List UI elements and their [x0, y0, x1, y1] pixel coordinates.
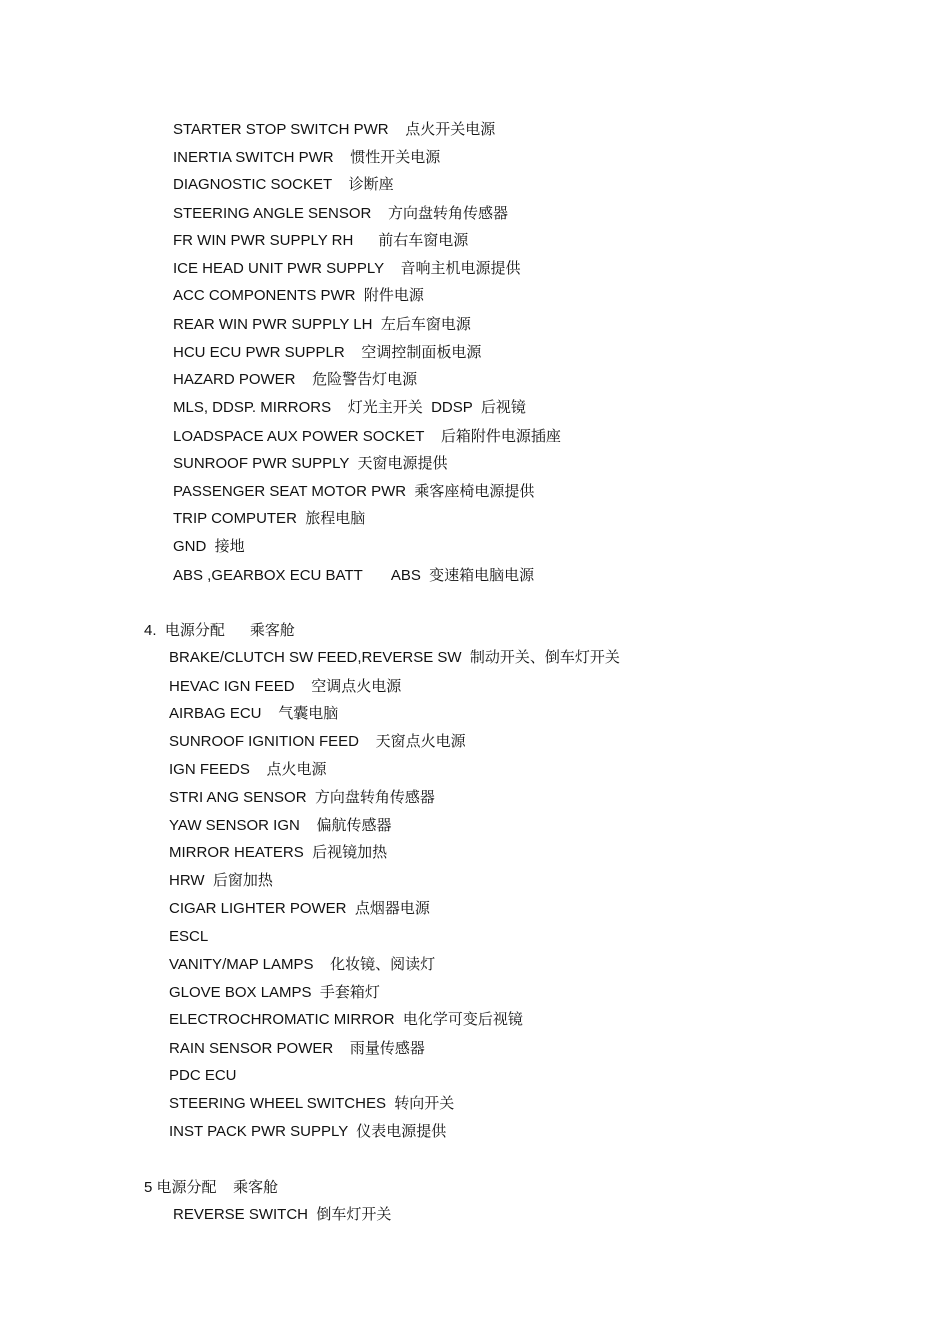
- list-item: MLS, DDSP. MIRRORS 灯光主开关 DDSP 后视镜: [173, 399, 526, 416]
- section-4-heading: 4. 电源分配 乘客舱: [144, 622, 295, 639]
- list-item: REAR WIN PWR SUPPLY LH 左后车窗电源: [173, 316, 471, 333]
- list-item: SUNROOF IGNITION FEED 天窗点火电源: [169, 733, 466, 750]
- list-item: ACC COMPONENTS PWR 附件电源: [173, 287, 424, 304]
- list-item: TRIP COMPUTER 旅程电脑: [173, 510, 366, 527]
- list-item: HAZARD POWER 危险警告灯电源: [173, 371, 418, 388]
- section-5-heading: 5 电源分配 乘客舱: [144, 1179, 279, 1196]
- list-item: STARTER STOP SWITCH PWR 点火开关电源: [173, 121, 496, 138]
- list-item: STRI ANG SENSOR 方向盘转角传感器: [169, 789, 435, 806]
- list-item: STEERING WHEEL SWITCHES 转向开关: [169, 1095, 455, 1112]
- list-item: PDC ECU: [169, 1067, 237, 1084]
- list-item: YAW SENSOR IGN 偏航传感器: [169, 817, 392, 834]
- list-item: ELECTROCHROMATIC MIRROR 电化学可变后视镜: [169, 1011, 523, 1028]
- list-item: INERTIA SWITCH PWR 惯性开关电源: [173, 149, 441, 166]
- list-item: BRAKE/CLUTCH SW FEED,REVERSE SW 制动开关、倒车灯开关: [169, 649, 620, 666]
- list-item: HEVAC IGN FEED 空调点火电源: [169, 678, 402, 695]
- list-item: REVERSE SWITCH 倒车灯开关: [173, 1206, 392, 1223]
- list-item: DIAGNOSTIC SOCKET 诊断座: [173, 176, 394, 193]
- list-item: FR WIN PWR SUPPLY RH 前右车窗电源: [173, 232, 469, 249]
- list-item: RAIN SENSOR POWER 雨量传感器: [169, 1040, 425, 1057]
- list-item: HCU ECU PWR SUPPLR 空调控制面板电源: [173, 344, 482, 361]
- list-item: ABS ,GEARBOX ECU BATT ABS 变速箱电脑电源: [173, 567, 535, 584]
- list-item: AIRBAG ECU 气囊电脑: [169, 705, 339, 722]
- list-item: CIGAR LIGHTER POWER 点烟器电源: [169, 900, 430, 917]
- list-item: VANITY/MAP LAMPS 化妆镜、阅读灯: [169, 956, 436, 973]
- list-item: GND 接地: [173, 538, 245, 555]
- list-item: MIRROR HEATERS 后视镜加热: [169, 844, 388, 861]
- list-item: ESCL: [169, 928, 209, 945]
- list-item: ICE HEAD UNIT PWR SUPPLY 音响主机电源提供: [173, 260, 521, 277]
- list-item: INST PACK PWR SUPPLY 仪表电源提供: [169, 1123, 447, 1140]
- list-item: PASSENGER SEAT MOTOR PWR 乘客座椅电源提供: [173, 483, 535, 500]
- list-item: SUNROOF PWR SUPPLY 天窗电源提供: [173, 455, 448, 472]
- list-item: GLOVE BOX LAMPS 手套箱灯: [169, 984, 380, 1001]
- list-item: STEERING ANGLE SENSOR 方向盘转角传感器: [173, 205, 509, 222]
- list-item: IGN FEEDS 点火电源: [169, 761, 327, 778]
- list-item: HRW 后窗加热: [169, 872, 273, 889]
- list-item: LOADSPACE AUX POWER SOCKET 后箱附件电源插座: [173, 428, 561, 445]
